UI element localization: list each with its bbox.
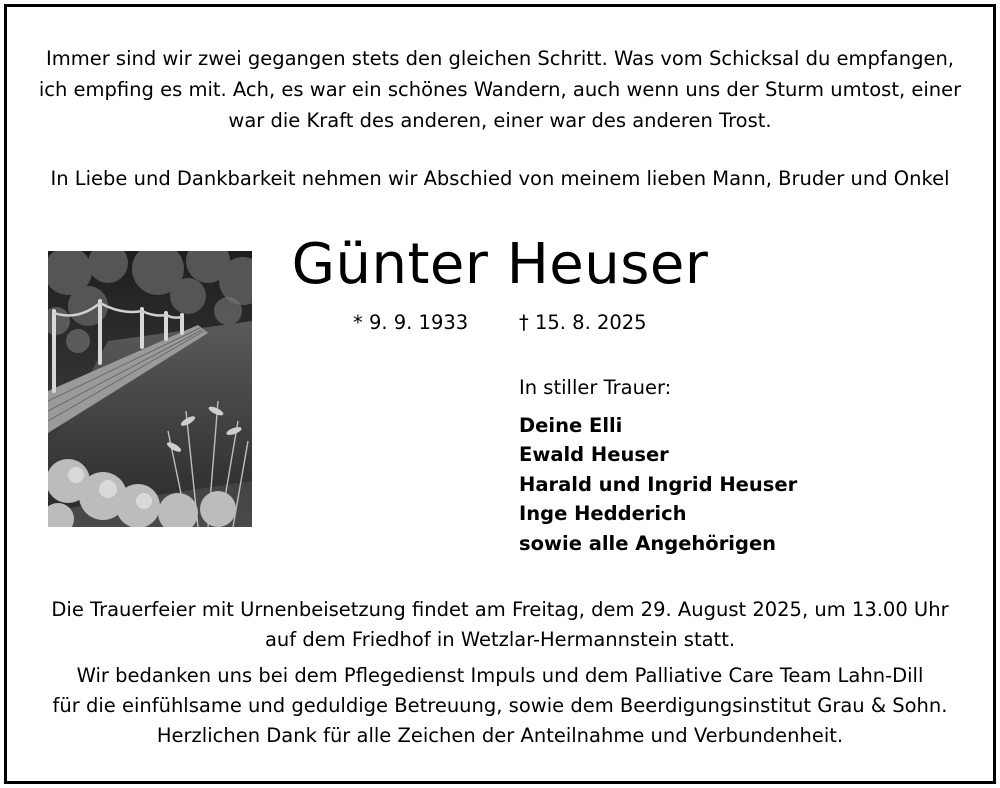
- photo-bridge-pond: [48, 251, 252, 527]
- intro-text: In Liebe und Dankbarkeit nehmen wir Abschied von meinem lieben Mann, Bruder und Onkel: [50, 167, 950, 190]
- service-info: [7, 595, 993, 655]
- poem-line: Immer sind wir zwei gegangen stets den gleichen Schritt. Was vom Schicksal du empfangen,: [45, 47, 955, 70]
- poem-line: war die Kraft des anderen, einer war des anderen Trost.: [228, 109, 772, 132]
- mourners-lead: In stiller Trauer:: [519, 376, 672, 399]
- deceased-name: Günter Heuser: [291, 232, 709, 297]
- mourner-name: Inge Hedderich: [519, 502, 687, 525]
- mourner-name: Deine Elli: [519, 413, 623, 437]
- poem-line: ich empfing es mit. Ach, es war ein schönes Wandern, auch wenn uns der Sturm umtost, einer: [38, 78, 962, 101]
- birth-date: * 9. 9. 1933: [353, 311, 469, 334]
- service-line: Die Trauerfeier mit Urnenbeisetzung findet am Freitag, dem 29. August 2025, um 13.00 Uhr: [51, 598, 949, 621]
- death-date: † 15. 8. 2025: [519, 311, 647, 334]
- mourners-block: [519, 373, 797, 558]
- service-line: auf dem Friedhof in Wetzlar-Hermannstein statt.: [264, 628, 736, 651]
- thanks-line: für die einfühlsame und geduldige Betreuung, sowie dem Beerdigungsinstitut Grau & Sohn.: [52, 694, 948, 717]
- poem: [7, 43, 993, 136]
- mourner-name: sowie alle Angehörigen: [519, 531, 777, 555]
- thanks-text: [7, 661, 993, 751]
- mourner-name: Ewald Heuser: [519, 443, 669, 466]
- mourner-name: Harald und Ingrid Heuser: [519, 472, 798, 496]
- thanks-line: Wir bedanken uns bei dem Pflegedienst Impuls und dem Palliative Care Team Lahn-Dill: [76, 664, 924, 687]
- thanks-line: Herzlichen Dank für alle Zeichen der Anteilnahme und Verbundenheit.: [156, 724, 844, 747]
- obituary-card: [4, 4, 996, 784]
